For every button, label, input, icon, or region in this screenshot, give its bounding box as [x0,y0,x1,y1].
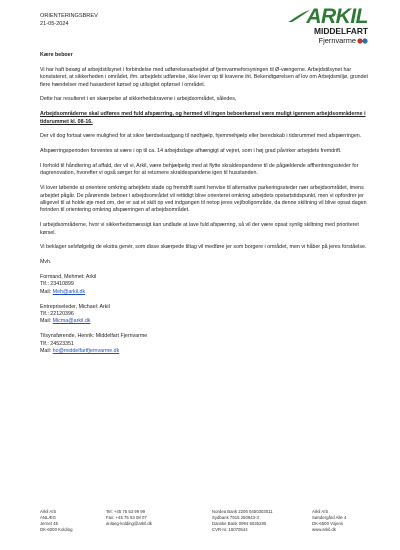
letter-greeting: Kære beboer [40,52,73,58]
footer-contact-info [106,509,152,527]
contact-name: Tilsynsførende, Henrik: Middelfart Fjernvarme [40,333,148,340]
contact-block [40,274,368,296]
contact-mail-link[interactable]: Meh@arkil.dk [52,288,86,295]
footer-line: Nordea Bank 2206 0450303011 [212,509,273,514]
document-type: ORIENTERINGSBREV [40,13,98,19]
footer-line: ANLÆG [40,515,56,520]
footer-line: Arkil A/S [312,509,329,514]
mail-label: Mail: [40,348,53,355]
mail-label: Mail: [40,318,53,325]
document-date: 21-05-2024 [40,21,69,27]
contact-mail-link[interactable]: Micma@arkil.dk [52,318,91,325]
paragraph: I forhold til håndtering af affald, der vil vi, Arkil, være behjælpelig med at flytte skraldespandene til de pågældende affhentningssteder for dagrenovation, hvorefter vi også sørger for at returnere skraldespandene igen til husstanden. [40,163,359,177]
contact-block [40,304,368,326]
footer-line: Sydbank 7915 250843-3 [212,515,259,520]
footer-line: anlaeg-kolding@arkil.dk [106,521,152,526]
logo-brand: ARKIL [306,5,368,28]
contact-phone: Tlf.: 24523351 [40,340,74,347]
contact-mail-link[interactable]: ho@middelfartfjernvarme.dk [52,348,120,355]
footer-line: Tel: +45 75 53 99 99 [106,509,146,514]
contact-block [40,333,368,355]
letter-header [40,12,98,28]
footer-line: Fax: +45 75 53 08 07 [106,515,147,520]
fjernvarme-mark-icon [357,38,368,44]
footer-bank-info [212,509,273,533]
footer-line: Arkil A/S [40,509,57,514]
contact-name: Formand, Mehmet: Arkil [40,274,97,281]
contact-phone: Tlf.: 23410899 [40,281,74,288]
contact-phone: Tlf.: 22120396 [40,311,74,318]
footer-line: Søndergård Alle 4 [312,515,347,520]
contact-name: Entrepriseleder, Michael: Arkil [40,303,110,310]
logo-line-middelfart: MIDDELFART [314,26,368,36]
footer-line: Danske Bank 0994 6035280 [212,521,267,526]
footer-line: CVR-nr. 15070544 [212,527,248,532]
paragraph: Afspærringsperioden forventes at være i op til ca. 14 arbejdsdage afhængigt af vejret, som i høj grad påvirker arbejdets fremdrift. [40,148,342,155]
contact-mail [40,318,368,325]
footer-line: DK-6000 Kolding [40,527,73,532]
footer-head-office [312,509,346,533]
sign-off: Mvh. [40,259,52,266]
logo-line-fjernvarme: Fjernvarme [318,36,356,45]
contact-mail [40,348,368,355]
footer-line: Jernet 4E [40,521,59,526]
arkil-middelfart-logo [280,6,368,48]
paragraph: Dette har resulteret i en skærpelse af sikkerhedskravene i arbejdsområdet, således, [40,96,237,103]
footer-company-address [40,509,73,533]
paragraph: I arbejdsområderne, hvor vi sikkerhedsmæssigt kan undlade at lave fuld afspærring, så vil der være opsat synlig skiltning med prioriteret kørsel. [40,222,359,236]
important-notice: Arbejdsområderne skal udføres med fuld afspærring, og hermed vil ingen beboerkørsel være muligt igennem arbejdsområderne i tidsrummet kl. 08-16. [40,111,366,125]
footer-line: www.arkil.dk [312,527,336,532]
paragraph: Vi beklager selvfølgelig de ekstra genér, som disse skærpede tiltag vil medføre jer som borgere i området, men vi håber på jeres forståelse. [40,244,367,251]
mail-label: Mail: [40,288,53,295]
contact-mail [40,289,368,296]
paragraph: Vi har haft besøg af arbejdstilsynet i forbindelse med udførelsesarbejdet af fjernvarmeforsyningen til Ø-vængerne. Arbejdstilsynet har konstateret, at sikkerheden i området, ifm. arbejdets udførelse, ikke lever op til kravene iht. Bekendtgørelsen af lov om Arbejdsmiljø, grundet flere hændelser med hasarderet kørsel og utilsigtet opførsel i området. [40,66,368,88]
paragraph: Der vil dog fortsat være mulighed for at sikre færdselsadgang til nødhjælp, hjemmehjælp eller beredskab i tidsrummet med afspærringen. [40,133,362,140]
footer-line: DK-6500 Vojens [312,521,344,526]
letter-body [40,52,368,363]
contact-list [40,274,368,355]
paragraph: Vi lover løbende at orientere omkring arbejdets stade og fremdrift samt henvise til alternative parkeringssteder nær arbejdsområdet, imens arbejdet pågår. De pårørende beboer i arbejdsområdet vil rettidigt blive orienteret omkring arbejdets opstartstidspunkt, men vi opfordrer jer alligevel til at holde øje med om, der er sat et skilt op ved indgangen til netop jeres vej/boligområde, da denne skiltning vil blive opsat dagen forinden til orientering omkring afspærringen af arbejdsområdet. [40,185,367,214]
